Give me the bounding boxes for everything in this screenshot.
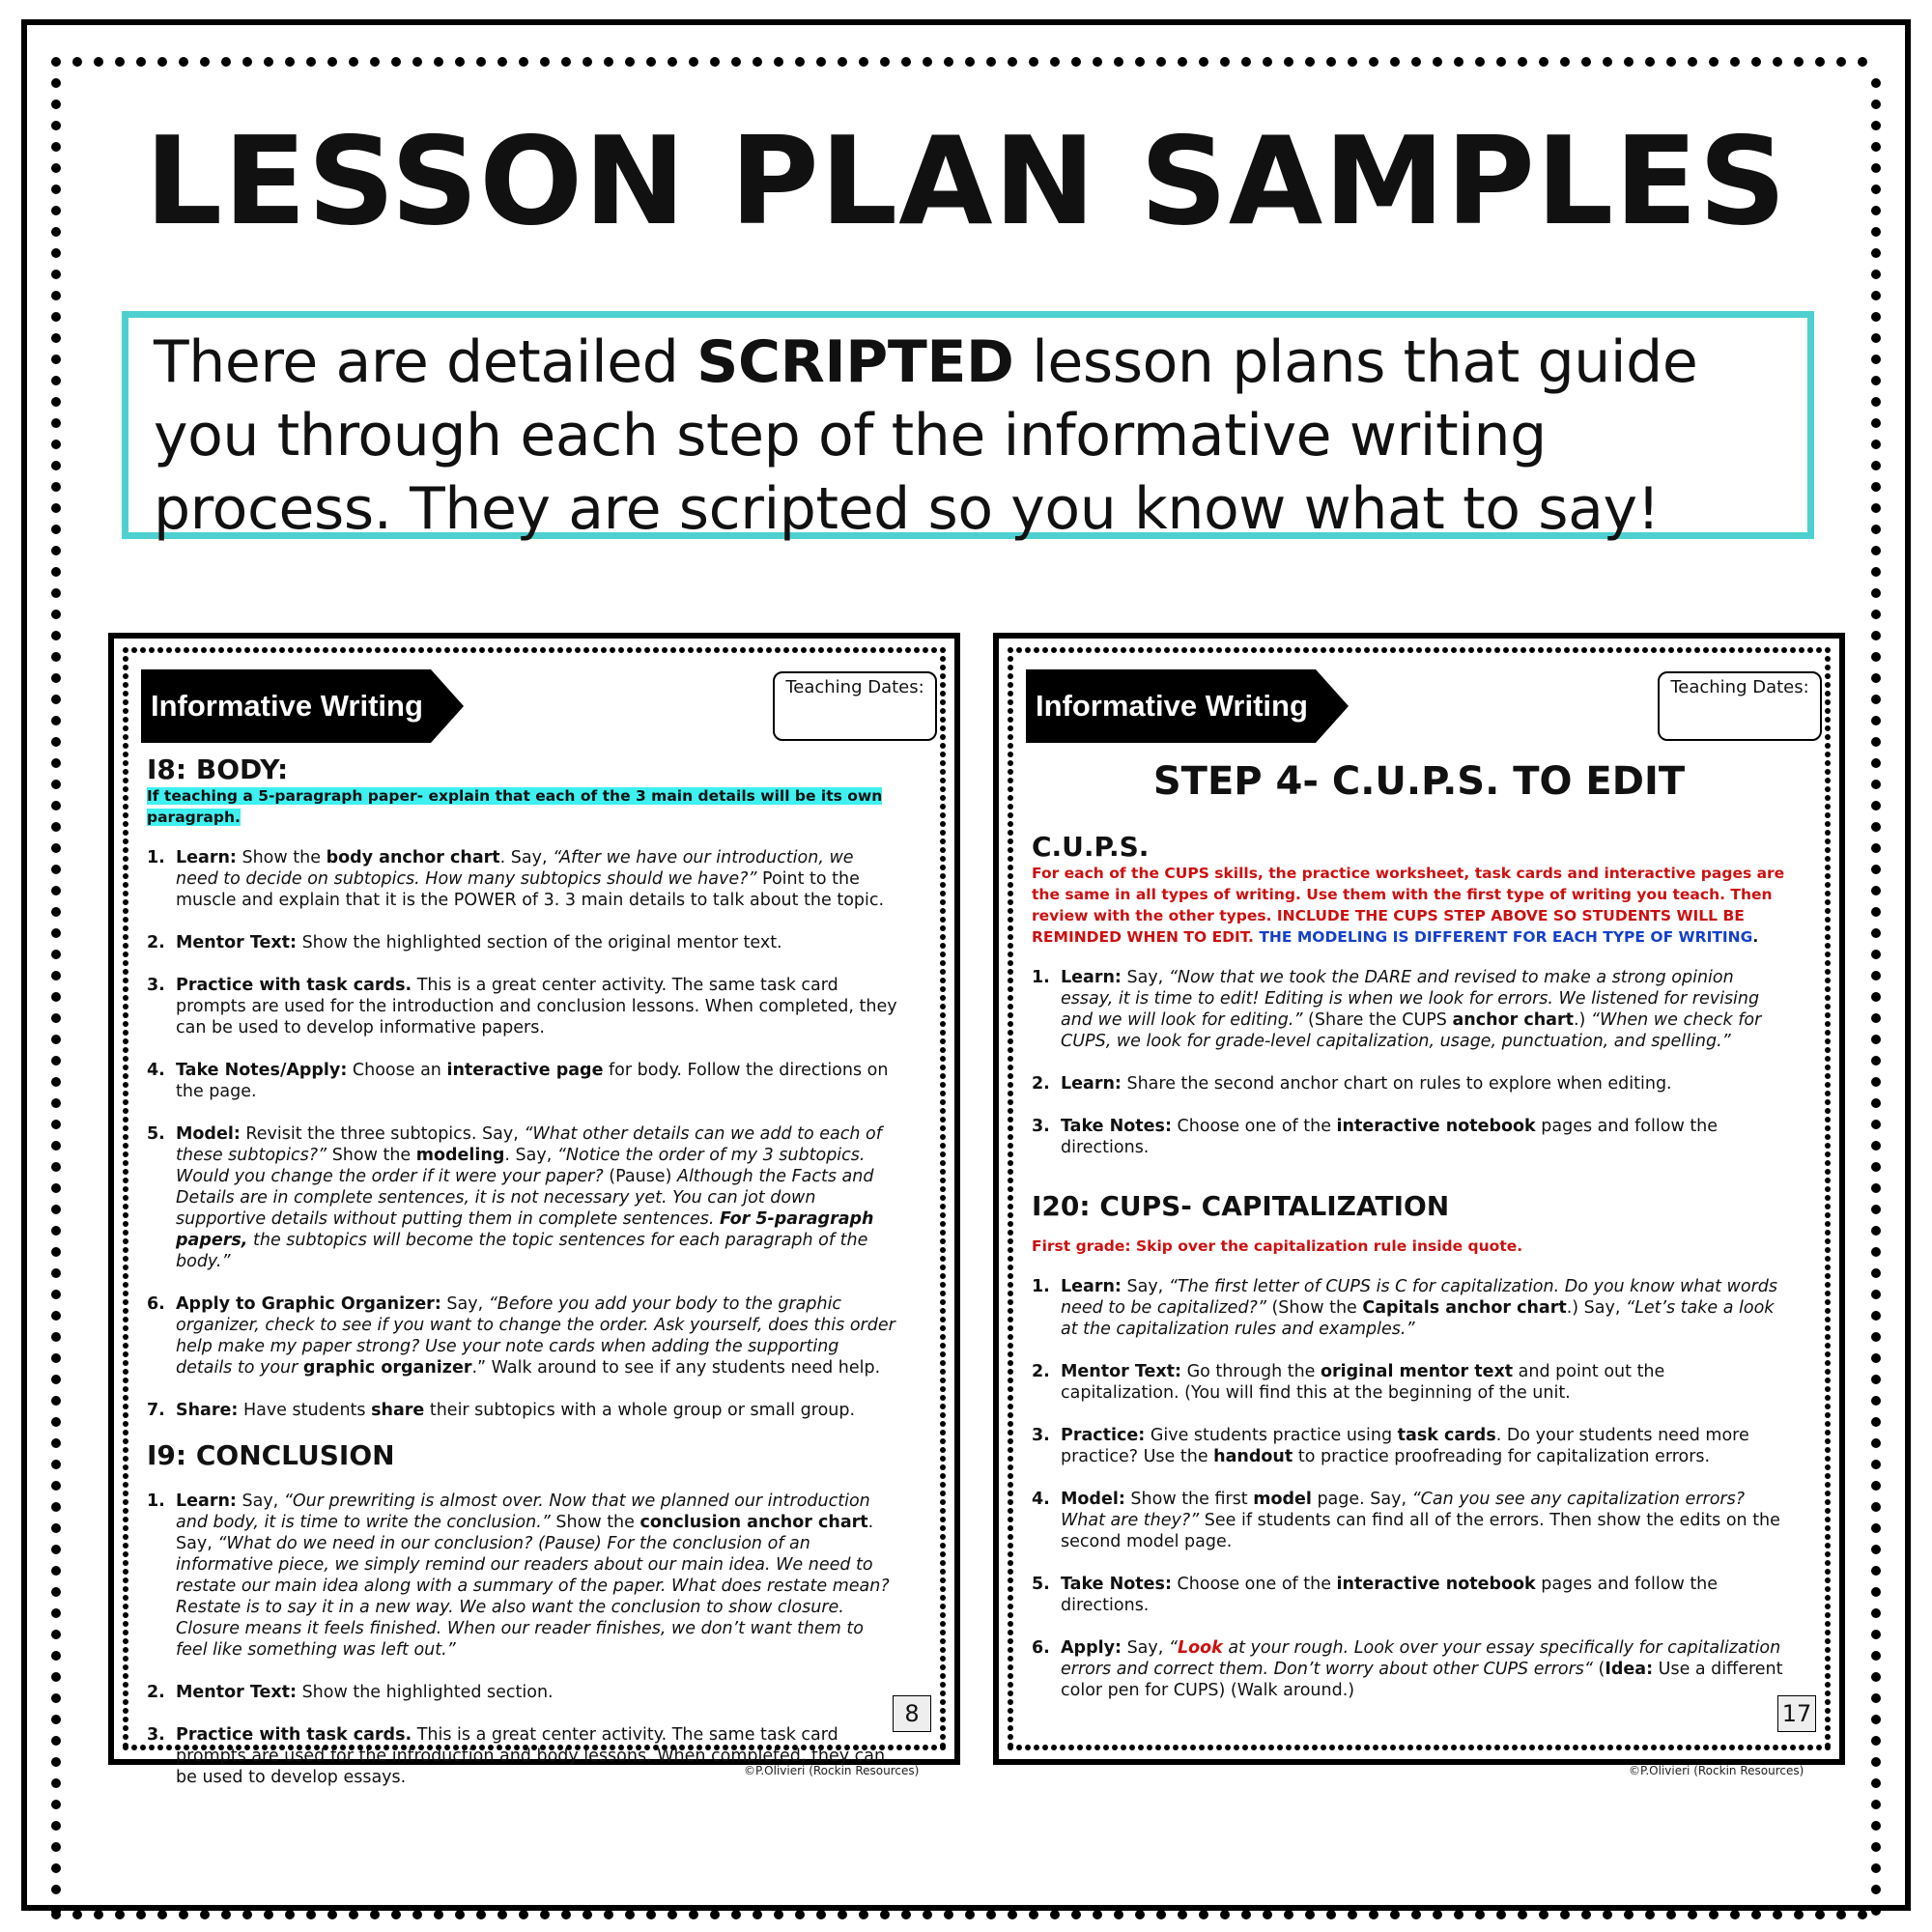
step-text: Show the highlighted section of the original mentor text. (297, 933, 782, 952)
italic-text: “Our prewriting is almost over. Now that we planned our introduction and body, it is time to write the conclusion.” (176, 1492, 870, 1532)
bold-text: modeling (415, 1146, 505, 1165)
bold-text: interactive notebook (1336, 1575, 1536, 1594)
page-title: LESSON PLAN SAMPLES (144, 110, 1788, 252)
step-label: Learn: (1061, 1074, 1122, 1094)
bold-text: interactive notebook (1336, 1117, 1536, 1136)
step-item (147, 1724, 900, 1788)
step-label: Learn: (1061, 968, 1122, 987)
step-text: Say, (1121, 968, 1169, 987)
section-title-capitalization: I20: CUPS- CAPITALIZATION (1032, 1190, 1450, 1222)
cups-note-red: For each of the CUPS skills, the practice worksheet, task cards and interactive pages are the same in all types of writing. Use them with the first type of writing you teach. Then review with the other types. INCLUDE THE CUPS STEP ABOVE SO STUDENTS WILL BE REMINDED WHEN TO EDIT. (1032, 865, 1785, 946)
step-item (1032, 1489, 1785, 1552)
step-text: .) (1573, 1010, 1591, 1030)
intro-line-1: There are detailed SCRIPTED lesson plans that guide (154, 328, 1698, 396)
step-label: Take Notes: (1061, 1117, 1172, 1136)
bold-text: graphic organizer (302, 1358, 472, 1378)
step-label: Model: (176, 1124, 241, 1144)
step-text: Choose one of the (1171, 1575, 1337, 1594)
step-label: Take Notes: (1061, 1575, 1172, 1594)
bold-text: conclusion anchor chart (639, 1513, 868, 1532)
step-text: See if students can find all of the errors. Then show the edits on the second model page. (1061, 1511, 1780, 1551)
intro-line-3: process. They are scripted so you know what to say! (154, 475, 1661, 543)
italic-text: Although the Facts and Details are in complete sentences, it is not necessary yet. You can jot down supportive details without putting them in complete sentences. (176, 1167, 874, 1229)
step-label: Apply to Graphic Organizer: (176, 1294, 441, 1314)
capitalization-steps-list (1032, 1276, 1785, 1701)
step-text: and point out the capitalization. (You will find this at the beginning of the unit. (1061, 1362, 1665, 1403)
step-text: Give students practice using (1145, 1426, 1398, 1445)
intro-line-2: you through each step of the informative writing (154, 402, 1547, 469)
step-label: Mentor Text: (1061, 1362, 1181, 1381)
step-number: 6. (147, 1294, 165, 1314)
step-number: 6. (1032, 1638, 1050, 1658)
section-note (147, 785, 900, 828)
step-number: 2. (1032, 1074, 1050, 1094)
teaching-dates-box[interactable]: Teaching Dates: (773, 671, 937, 741)
step-text: This is a great center activity. The same task card prompts are used for the introduction and body lessons. When completed, they can be used to develop essays. (176, 1725, 886, 1787)
step-number: 3. (1032, 1426, 1050, 1445)
step-text: . Say, (176, 1513, 874, 1553)
page1-content (147, 754, 900, 1809)
step-item (1032, 1637, 1785, 1701)
step-label: Practice: (1061, 1426, 1146, 1445)
step-number: 1. (147, 848, 165, 867)
step-text: Show the (550, 1513, 640, 1532)
step-text: .” Walk around to see if any students need help. (471, 1358, 881, 1378)
step-item (147, 932, 900, 953)
step-text: Point to the muscle and explain that it is the POWER of 3. 3 main details to talk about the topic. (176, 869, 885, 910)
bold-text: Capitals anchor chart (1362, 1298, 1567, 1318)
step-item (1032, 1276, 1785, 1340)
step-item (147, 1491, 900, 1661)
step-item (147, 1400, 900, 1421)
step-number: 5. (1032, 1575, 1050, 1594)
lesson-page-cups (993, 633, 1845, 1765)
step-text: Show the first (1124, 1490, 1254, 1509)
italic-text: the subtopics will become the topic sentences for each paragraph of the body.” (176, 1231, 868, 1271)
italic-text: “The first letter of CUPS is C for capitalization. Do you know what words need to be capitalized?” (1061, 1277, 1777, 1318)
highlighted-note: If teaching a 5-paragraph paper- explain that each of the 3 main details will be its own paragraph. (147, 787, 883, 826)
step-text: Say, (1121, 1277, 1169, 1296)
conclusion-steps-list (147, 1491, 900, 1788)
bold-text: task cards (1397, 1426, 1496, 1445)
step-text: Revisit the three subtopics. Say, (240, 1124, 525, 1144)
section-title-body: I8: BODY: (147, 753, 289, 785)
step-number: 3. (147, 1725, 165, 1745)
cups-title: C.U.P.S. (1032, 831, 1150, 863)
step-text: Say, (440, 1294, 489, 1314)
bold-text: handout (1213, 1447, 1293, 1466)
cups-note: For each of the CUPS skills, the practice worksheet, task cards and interactive pages are the same in all types of writing. Use them with the first type of writing you teach. Then review with the other types. INCLUDE THE CUPS STEP ABOVE SO STUDENTS WILL BE REMINDED WHEN TO EDIT. THE MODELING IS DIFFERENT FOR EACH TYPE OF WRITING. (1032, 865, 1785, 946)
italic-text: “Now that we took the DARE and revised to make a strong opinion essay, it is time to edit! Editing is when we look for errors. We listened for revising and we will look for editing.” (1061, 968, 1760, 1030)
teaching-dates-box[interactable]: Teaching Dates: (1658, 671, 1822, 741)
step-number: 2. (147, 1683, 165, 1702)
intro-box (122, 311, 1814, 543)
step-text: to practice proofreading for capitalization errors. (1293, 1447, 1711, 1466)
step-number: 5. (147, 1124, 165, 1144)
italic-text: “Let’s take a look at the capitalization rules and examples.” (1061, 1298, 1775, 1339)
step-label: Model: (1061, 1490, 1125, 1509)
step-label: Mentor Text: (176, 933, 297, 952)
body-steps-list (147, 847, 900, 1421)
bold-text: model (1253, 1490, 1312, 1509)
step-text: Have students (238, 1401, 372, 1420)
step-label: Practice with task cards. (176, 976, 412, 995)
step-item (147, 975, 900, 1038)
step-number: 2. (1032, 1362, 1050, 1381)
step-number: 2. (147, 933, 165, 952)
step-item (1032, 967, 1785, 1052)
step-label: Mentor Text: (176, 1683, 297, 1702)
step-text: Share the second anchor chart on rules to explore when editing. (1121, 1074, 1672, 1094)
step-item (147, 1293, 900, 1378)
section-title-conclusion: I9: CONCLUSION (147, 1439, 395, 1471)
step-text: Say, (1122, 1638, 1169, 1658)
step-text: (Share the CUPS (1302, 1010, 1453, 1030)
step-number: 1. (147, 1492, 165, 1511)
italic-text: “ (1168, 1638, 1178, 1658)
page2-content (1032, 832, 1785, 1722)
step-item (147, 1682, 900, 1703)
red-bold-text: Look (1177, 1638, 1223, 1658)
step-item (147, 1123, 900, 1272)
italic-text: at your rough. Look over your essay specifically for capitalization errors and correct them. Don’t worry about other CUPS errors“ (1061, 1638, 1781, 1679)
step-label: Take Notes/Apply: (176, 1061, 348, 1080)
step-text: Choose one of the (1171, 1117, 1337, 1136)
step-number: 3. (1032, 1117, 1050, 1136)
step-text: Go through the (1181, 1362, 1321, 1381)
copyright: ©P.Olivieri (Rockin Resources) (1629, 1764, 1804, 1777)
bold-text: anchor chart (1452, 1010, 1574, 1030)
step-text: (Show the (1265, 1298, 1363, 1318)
step-text: pages and follow the directions. (1061, 1117, 1719, 1157)
step-label: Share: (176, 1401, 239, 1420)
step-title: STEP 4- C.U.P.S. TO EDIT (1152, 759, 1686, 804)
step-text: .) Say, (1566, 1298, 1626, 1318)
step-text: their subtopics with a whole group or small group. (424, 1401, 856, 1420)
step-label: Apply: (1061, 1638, 1122, 1658)
step-text: page. Say, (1311, 1490, 1412, 1509)
page-number: 8 (893, 1695, 931, 1732)
step-number: 3. (147, 976, 165, 995)
step-number: 4. (147, 1061, 165, 1080)
cups-note-blue: THE MODELING IS DIFFERENT FOR EACH TYPE OF WRITING (1259, 928, 1753, 946)
step-number: 7. (147, 1401, 165, 1420)
step-item (1032, 1073, 1785, 1094)
step-text: Show the (327, 1146, 416, 1165)
step-text: Show the (236, 848, 327, 867)
step-item (147, 847, 900, 911)
step-text: ( (1592, 1660, 1605, 1679)
step-text: Choose an (347, 1061, 447, 1080)
step-text: Show the highlighted section. (297, 1683, 554, 1702)
page-number: 17 (1777, 1695, 1816, 1732)
step-text: Use a different color pen for CUPS) (Walk around.) (1061, 1660, 1783, 1700)
step-number: 4. (1032, 1490, 1050, 1509)
banner-label: Informative Writing (1036, 689, 1308, 723)
bold-text: original mentor text (1321, 1362, 1514, 1381)
step-label: Learn: (1061, 1277, 1122, 1296)
italic-text: “Before you add your body to the graphic organizer, check to see if you want to change the order. Ask yourself, does this order help make my paper strong? Use your note cards when adding the supporting details to your (176, 1294, 895, 1378)
step-number: 1. (1032, 1277, 1050, 1296)
step-text: for body. Follow the directions on the page. (176, 1061, 889, 1101)
step-item (1032, 1116, 1785, 1158)
step-text: pages and follow the directions. (1061, 1575, 1719, 1615)
step-text: This is a great center activity. The same task card prompts are used for the introduction and conclusion lessons. When completed, they can be used to develop informative papers. (176, 976, 897, 1037)
step-text: . Do your students need more practice? Use the (1061, 1426, 1749, 1466)
step-item (147, 1060, 900, 1102)
step-text: . Say, (504, 1146, 557, 1165)
copyright: ©P.Olivieri (Rockin Resources) (744, 1764, 920, 1777)
italic-text: “What other details can we add to each of these subtopics?” (176, 1124, 882, 1165)
bold-text: Idea: (1605, 1660, 1654, 1679)
step-text: (Pause) (603, 1167, 677, 1186)
italic-text: “Notice the order of my 3 subtopics. Would you change the order if it were your paper? (176, 1146, 866, 1186)
step-label: Learn: (176, 848, 237, 867)
italic-text: “After we have our introduction, we need to decide on subtopics. How many subtopics should we have?” (176, 848, 854, 889)
step-text: . Say, (499, 848, 554, 867)
step-number: 1. (1032, 968, 1050, 987)
banner-label: Informative Writing (151, 689, 423, 723)
bold-text: interactive page (446, 1061, 604, 1080)
cups-steps-list (1032, 967, 1785, 1158)
italic-text: “Can you see any capitalization errors? What are they?” (1061, 1490, 1746, 1530)
italic-text: “When we check for CUPS, we look for grade-level capitalization, usage, punctuation, and spelling.” (1061, 1010, 1762, 1051)
italic-text: “What do we need in our conclusion? (Pause) For the conclusion of an informative piece, we simply remind our readers about our main idea. We need to restate our main idea along with a summary of the paper. What does restate mean? Restate is to say it in a new way. We also want the conclusion to show closure. Closure means it feels finished. When our reader finishes, we don’t want them to feel like something was left out.” (176, 1534, 890, 1660)
bold-text: body anchor chart (326, 848, 500, 867)
first-grade-note: First grade: Skip over the capitalization rule inside quote. (1032, 1237, 1523, 1255)
step-item (1032, 1574, 1785, 1616)
bold-text: share (371, 1401, 425, 1420)
step-item (1032, 1425, 1785, 1467)
bold-italic-text: For 5-paragraph papers, (176, 1209, 874, 1250)
step-item (1032, 1361, 1785, 1404)
step-label: Learn: (176, 1492, 237, 1511)
step-text: Say, (236, 1492, 284, 1511)
step-label: Practice with task cards. (176, 1725, 412, 1745)
